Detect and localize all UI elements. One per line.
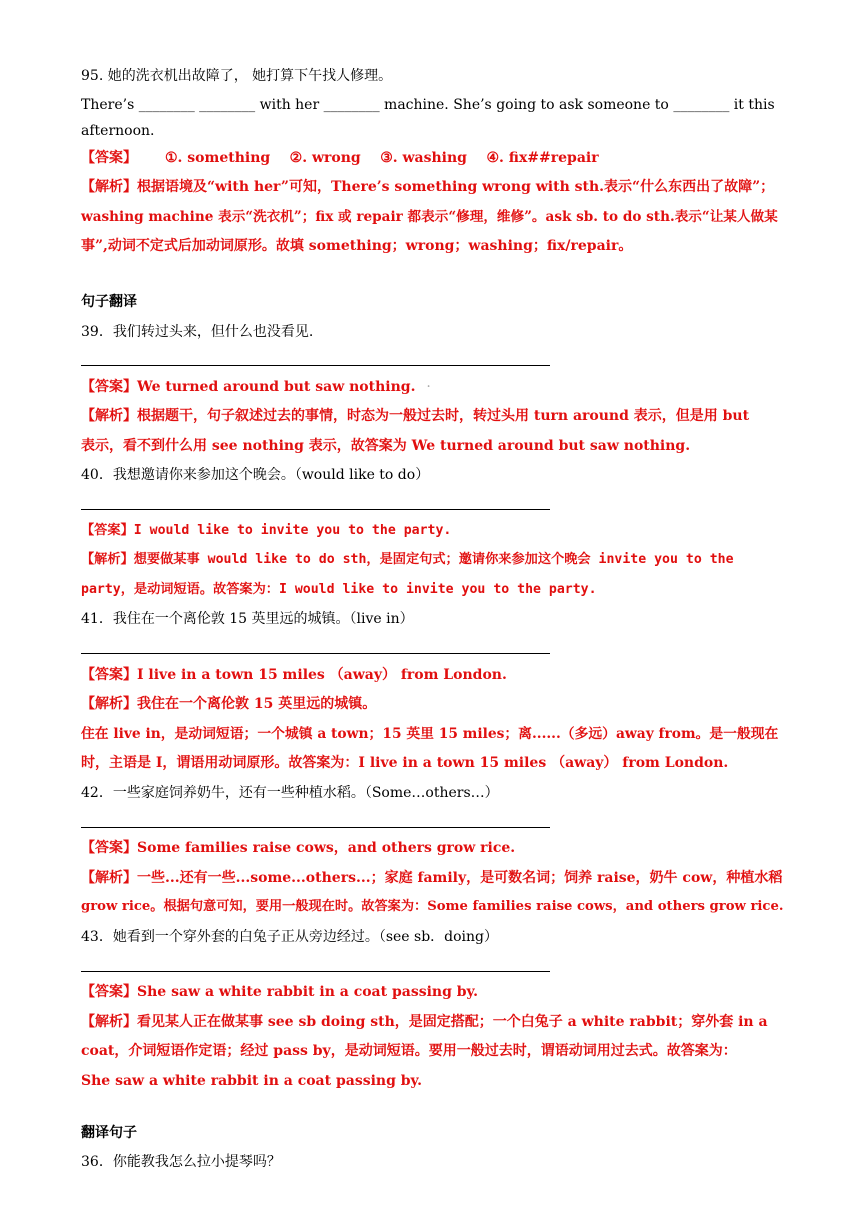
q40-answer: 【答案】I would like to invite you to the party. (81, 523, 452, 538)
q95-answer (81, 148, 599, 168)
q42-analysis-line1: 【解析】一些...还有一些...some...others...；家庭 family，是可数名词；饲养 raise，奶牛 cow，种植水稻 (81, 870, 783, 886)
q42-analysis-line2: grow rice。根据句意可知，要用一般现在时。故答案为：Some families raise cows，and others grow rice. (81, 899, 784, 914)
answer-text: 【答案】We turned around but saw nothing. (81, 379, 416, 395)
q43-analysis-line1: 【解析】看见某人正在做某事 see sb doing sth，是固定搭配；一个白兔子 a white rabbit；穿外套 in a (81, 1014, 768, 1030)
q40-analysis-line1: 【解析】想要做某事 would like to do sth，是固定句式；邀请你来参加这个晚会 invite you to the (81, 552, 734, 567)
q42-answer: 【答案】Some families raise cows，and others grow rice. (81, 840, 516, 856)
q41-analysis-line2: 住在 live in，是动词短语；一个城镇 a town；15 英里 15 miles；离......（多远）away from。是一般现在 (81, 726, 779, 742)
q42-question: 42．一些家庭饲养奶牛，还有一些种植水稻。（Some…others…） (81, 785, 499, 801)
answer-line (81, 509, 550, 510)
q95-sentence-line1: There’s ________ ________ with her ________ machine. She’s going to ask someone to ________ it this (81, 97, 775, 113)
q40-question: 40．我想邀请你来参加这个晚会。（would like to do） (81, 467, 430, 483)
answer-line (81, 365, 550, 366)
q39-analysis-line2: 表示，看不到什么用 see nothing 表示，故答案为 We turned around but saw nothing. (81, 438, 691, 454)
q40-analysis-line2: party，是动词短语。故答案为：I would like to invite you to the party. (81, 582, 597, 597)
answer-line (81, 827, 550, 828)
q39-answer (81, 377, 431, 397)
answer-line (81, 653, 550, 654)
answer-tag: 【答案】 (81, 150, 137, 166)
q39-analysis-line1: 【解析】根据题干，句子叙述过去的事情，时态为一般过去时，转过头用 turn around 表示，但是用 but (81, 408, 750, 424)
section-title: 翻译句子 (81, 1125, 137, 1141)
q43-question: 43．她看到一个穿外套的白兔子正从旁边经过。（see sb．doing） (81, 929, 499, 945)
q41-analysis-line1: 【解析】我住在一个离伦敦 15 英里远的城镇。 (81, 696, 377, 712)
q43-analysis-line3: She saw a white rabbit in a coat passing by. (81, 1073, 422, 1089)
q95-analysis-line3: 事”,动词不定式后加动词原形。故填 something；wrong；washing；fix/repair。 (81, 238, 633, 254)
q39-question: 39．我们转过头来，但什么也没看见. (81, 324, 314, 340)
q43-answer: 【答案】She saw a white rabbit in a coat passing by. (81, 984, 478, 1000)
q41-question: 41．我住在一个离伦敦 15 英里远的城镇。（live in） (81, 611, 414, 627)
q95-analysis-line1: 【解析】根据语境及“with her”可知，There’s something wrong with sth.表示“什么东西出了故障”； (81, 179, 775, 195)
q95-sentence-line2: afternoon. (81, 123, 155, 139)
answer-mark: · (426, 379, 431, 395)
q95-analysis-line2: washing machine 表示“洗衣机”；fix 或 repair 都表示“修理，维修”。ask sb. to do sth.表示“让某人做某 (81, 209, 778, 225)
q95-question: 95. 她的洗衣机出故障了， 她打算下午找人修理。 (81, 68, 393, 84)
answer-line (81, 971, 550, 972)
q41-answer: 【答案】I live in a town 15 miles （away） from London. (81, 667, 507, 683)
q41-analysis-line3: 时，主语是 I，谓语用动词原形。故答案为：I live in a town 15 miles （away） from London. (81, 755, 729, 771)
q36-question: 36．你能教我怎么拉小提琴吗？ (81, 1154, 281, 1170)
section-title: 句子翻译 (81, 294, 137, 310)
answer-items: ①. something ②. wrong ③. washing ④. fix##repair (165, 150, 599, 166)
q43-analysis-line2: coat，介词短语作定语；经过 pass by，是动词短语。要用一般过去时，谓语动词用过去式。故答案为： (81, 1043, 737, 1059)
